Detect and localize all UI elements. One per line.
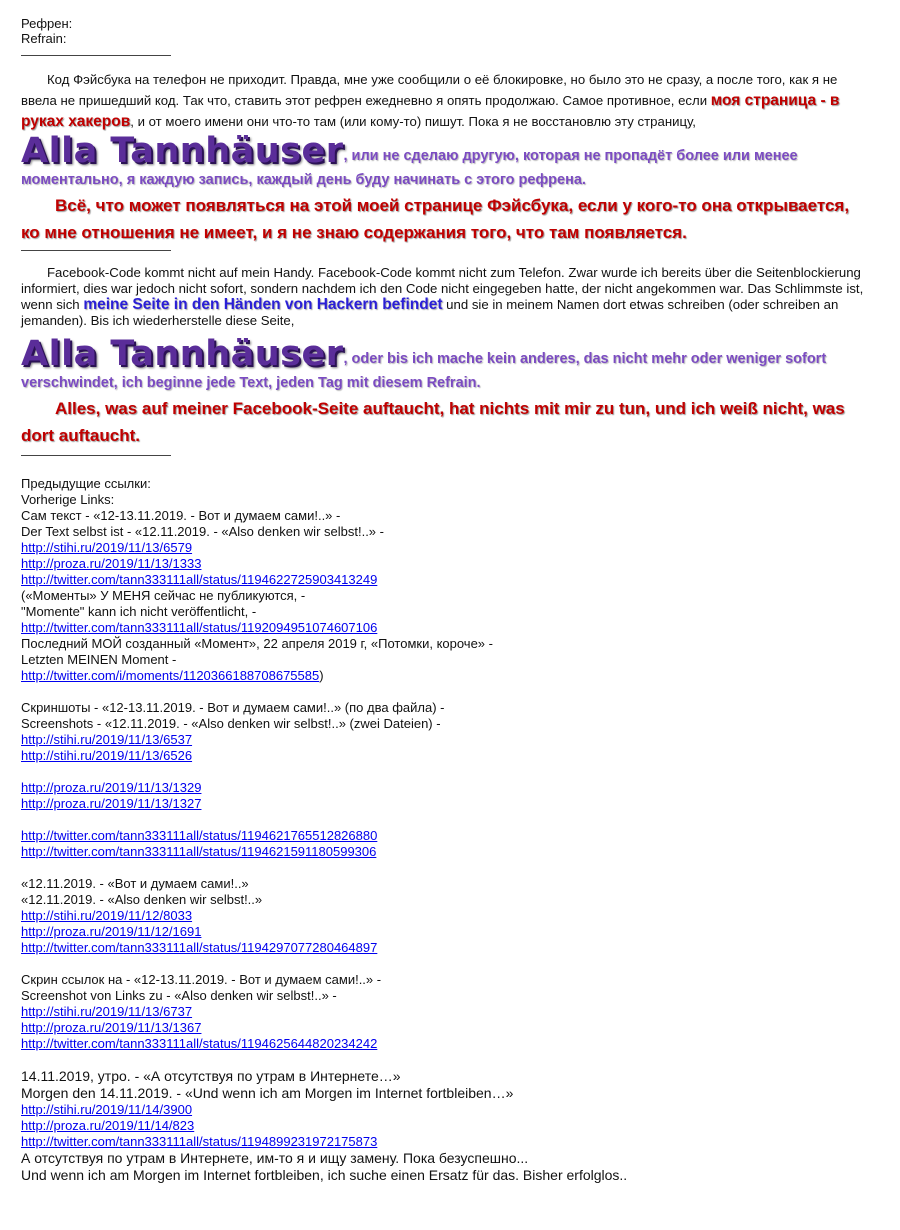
last-moment-ru: Последний МОЙ созданный «Момент», 22 апреля 2019 г, «Потомки, короче» - [21, 636, 493, 651]
de-refrain-section [21, 265, 871, 449]
ru-text-start: Код Фэйсбука на телефон не приходит. Правда, мне уже сообщили о её блокировке, но было это не сразу, а после того, как я не ввела не пришедший код. Так что, ставить этот рефрен ежедневно я опять продолжаю. Самое противное, если [21, 72, 838, 108]
nov12-group [21, 876, 871, 956]
de-text-start: Facebook-Code kommt nicht auf mein Handy. Facebook-Code kommt nicht zum Telefon. Zwar wurde ich bereits über die Seitenblockierung informiert, dies war jedoch nicht sofort, sondern nachdem ich den Code nicht eingegeben hatte, der nicht angekommen war. Das Schlimmste ist, wenn sich [21, 265, 864, 312]
stihi-link[interactable]: http://stihi.ru/2019/11/13/6737 [21, 1004, 193, 1019]
ru-refrain-section [21, 69, 871, 246]
refrain-label-ru: Рефрен: [21, 16, 73, 31]
nov14-title-de: Morgen den 14.11.2019. - «Und wenn ich am Morgen im Internet fortbleiben…» [21, 1085, 514, 1101]
de-text-middle: und sie in meinem Namen dort etwas schreiben (oder schreiben an jemanden). Bis ich wiederherstelle diese Seite, [21, 297, 839, 328]
de-hackers-emphasis: meine Seite in den Händen von Hackern befindet [83, 296, 443, 313]
twitter-link[interactable]: http://twitter.com/tann333111all/status/1194899231972175873 [21, 1134, 378, 1149]
proza-link[interactable]: http://proza.ru/2019/11/13/1367 [21, 1020, 202, 1035]
screenshots-group [21, 700, 871, 860]
screenshots-label-ru: Скриншоты - «12-13.11.2019. - Вот и думаем сами!..» (по два файла) - [21, 700, 445, 715]
text-title-ru: Сам текст - «12-13.11.2019. - Вот и думаем сами!..» - [21, 508, 341, 523]
de-purple-tail: , oder bis ich mache kein anderes, das nicht mehr oder weniger sofort verschwindet, ich beginne jede Text, jeden Tag mit diesem Refrain. [21, 351, 827, 391]
stihi-link[interactable]: http://stihi.ru/2019/11/14/3900 [21, 1102, 193, 1117]
proza-link[interactable]: http://proza.ru/2019/11/14/823 [21, 1118, 195, 1133]
twitter-link[interactable]: http://twitter.com/tann333111all/status/1194622725903413249 [21, 572, 378, 587]
author-name-logo: Alla Tannhäuser [21, 131, 344, 171]
author-name-logo: Alla Tannhäuser [21, 334, 344, 374]
twitter-link[interactable]: http://twitter.com/tann333111all/status/1194625644820234242 [21, 1036, 378, 1051]
stihi-link[interactable]: http://stihi.ru/2019/11/13/6537 [21, 732, 193, 747]
final-note-de: Und wenn ich am Morgen im Internet fortbleiben, ich suche einen Ersatz für das. Bisher erfolglos.. [21, 1167, 628, 1183]
de-name-paragraph [21, 334, 871, 395]
moments-link[interactable]: http://twitter.com/i/moments/1120366188708675585 [21, 668, 320, 683]
link-screens-title-ru: Скрин ссылок на - «12-13.11.2019. - Вот и думаем сами!..» - [21, 972, 382, 987]
previous-links-label-de: Vorherige Links: [21, 492, 115, 507]
twitter-link[interactable]: http://twitter.com/tann333111all/status/1192094951074607106 [21, 620, 378, 635]
ru-hackers-emphasis: моя страница - в руках хакеров [21, 92, 840, 130]
ru-paragraph [21, 69, 871, 132]
link-screens-group [21, 972, 871, 1052]
stihi-link[interactable]: http://stihi.ru/2019/11/12/8033 [21, 908, 193, 923]
ru-purple-tail: , или не сделаю другую, которая не пропадёт более или менее моментально, я каждую запись, каждый день буду начинать с этого рефрена. [21, 148, 798, 188]
moments-note-ru: («Моменты» У МЕНЯ сейчас не публикуются, - [21, 588, 306, 603]
last-moment-de: Letzten MEINEN Moment - [21, 652, 177, 667]
ru-name-paragraph [21, 131, 871, 192]
ru-text-middle: , и от моего имени они что-то там (или кому-то) пишут. Пока я не восстановлю эту страницу, [130, 114, 696, 129]
final-note-ru: А отсутствуя по утрам в Интернете, им-то я и ищу замену. Пока безуспешно... [21, 1150, 529, 1166]
separator-line [21, 455, 171, 456]
nov12-title-ru: «12.11.2019. - «Вот и думаем сами!..» [21, 876, 249, 891]
document-page [21, 16, 871, 1184]
moments-note-de: "Momente" kann ich nicht veröffentlicht, - [21, 604, 257, 619]
links-section [21, 476, 871, 1184]
nov12-title-de: «12.11.2019. - «Also denken wir selbst!..» [21, 892, 263, 907]
refrain-label-de: Refrain: [21, 31, 67, 46]
refrain-header [21, 16, 871, 46]
link-screens-title-de: Screenshot von Links zu - «Also denken wir selbst!..» - [21, 988, 337, 1003]
previous-links-label-ru: Предыдущие ссылки: [21, 476, 151, 491]
stihi-link[interactable]: http://stihi.ru/2019/11/13/6579 [21, 540, 193, 555]
ru-declaration: Всё, что может появляться на этой моей странице Фэйсбука, если у кого-то она открывается, ко мне отношения не имеет, и я не знаю содержания того, что там появляется. [21, 196, 850, 242]
separator-line [21, 250, 171, 251]
closing-paren: ) [319, 668, 324, 683]
twitter-link[interactable]: http://twitter.com/tann333111all/status/1194621765512826880 [21, 828, 378, 843]
proza-link[interactable]: http://proza.ru/2019/11/13/1329 [21, 780, 202, 795]
twitter-link[interactable]: http://twitter.com/tann333111all/status/1194621591180599306 [21, 844, 377, 859]
nov14-group [21, 1068, 871, 1184]
de-declaration: Alles, was auf meiner Facebook-Seite auftaucht, hat nichts mit mir zu tun, und ich weiß nicht, was dort auftaucht. [21, 399, 845, 445]
proza-link[interactable]: http://proza.ru/2019/11/13/1333 [21, 556, 202, 571]
proza-link[interactable]: http://proza.ru/2019/11/13/1327 [21, 796, 202, 811]
nov14-title-ru: 14.11.2019, утро. - «А отсутствуя по утрам в Интернете…» [21, 1068, 401, 1084]
de-paragraph [21, 265, 871, 329]
stihi-link[interactable]: http://stihi.ru/2019/11/13/6526 [21, 748, 193, 763]
previous-links-group [21, 476, 871, 684]
proza-link[interactable]: http://proza.ru/2019/11/12/1691 [21, 924, 202, 939]
separator-line [21, 55, 171, 56]
twitter-link[interactable]: http://twitter.com/tann333111all/status/1194297077280464897 [21, 940, 378, 955]
text-title-de: Der Text selbst ist - «12.11.2019. - «Also denken wir selbst!..» - [21, 524, 384, 539]
screenshots-label-de: Screenshots - «12.11.2019. - «Also denken wir selbst!..» (zwei Dateien) - [21, 716, 441, 731]
